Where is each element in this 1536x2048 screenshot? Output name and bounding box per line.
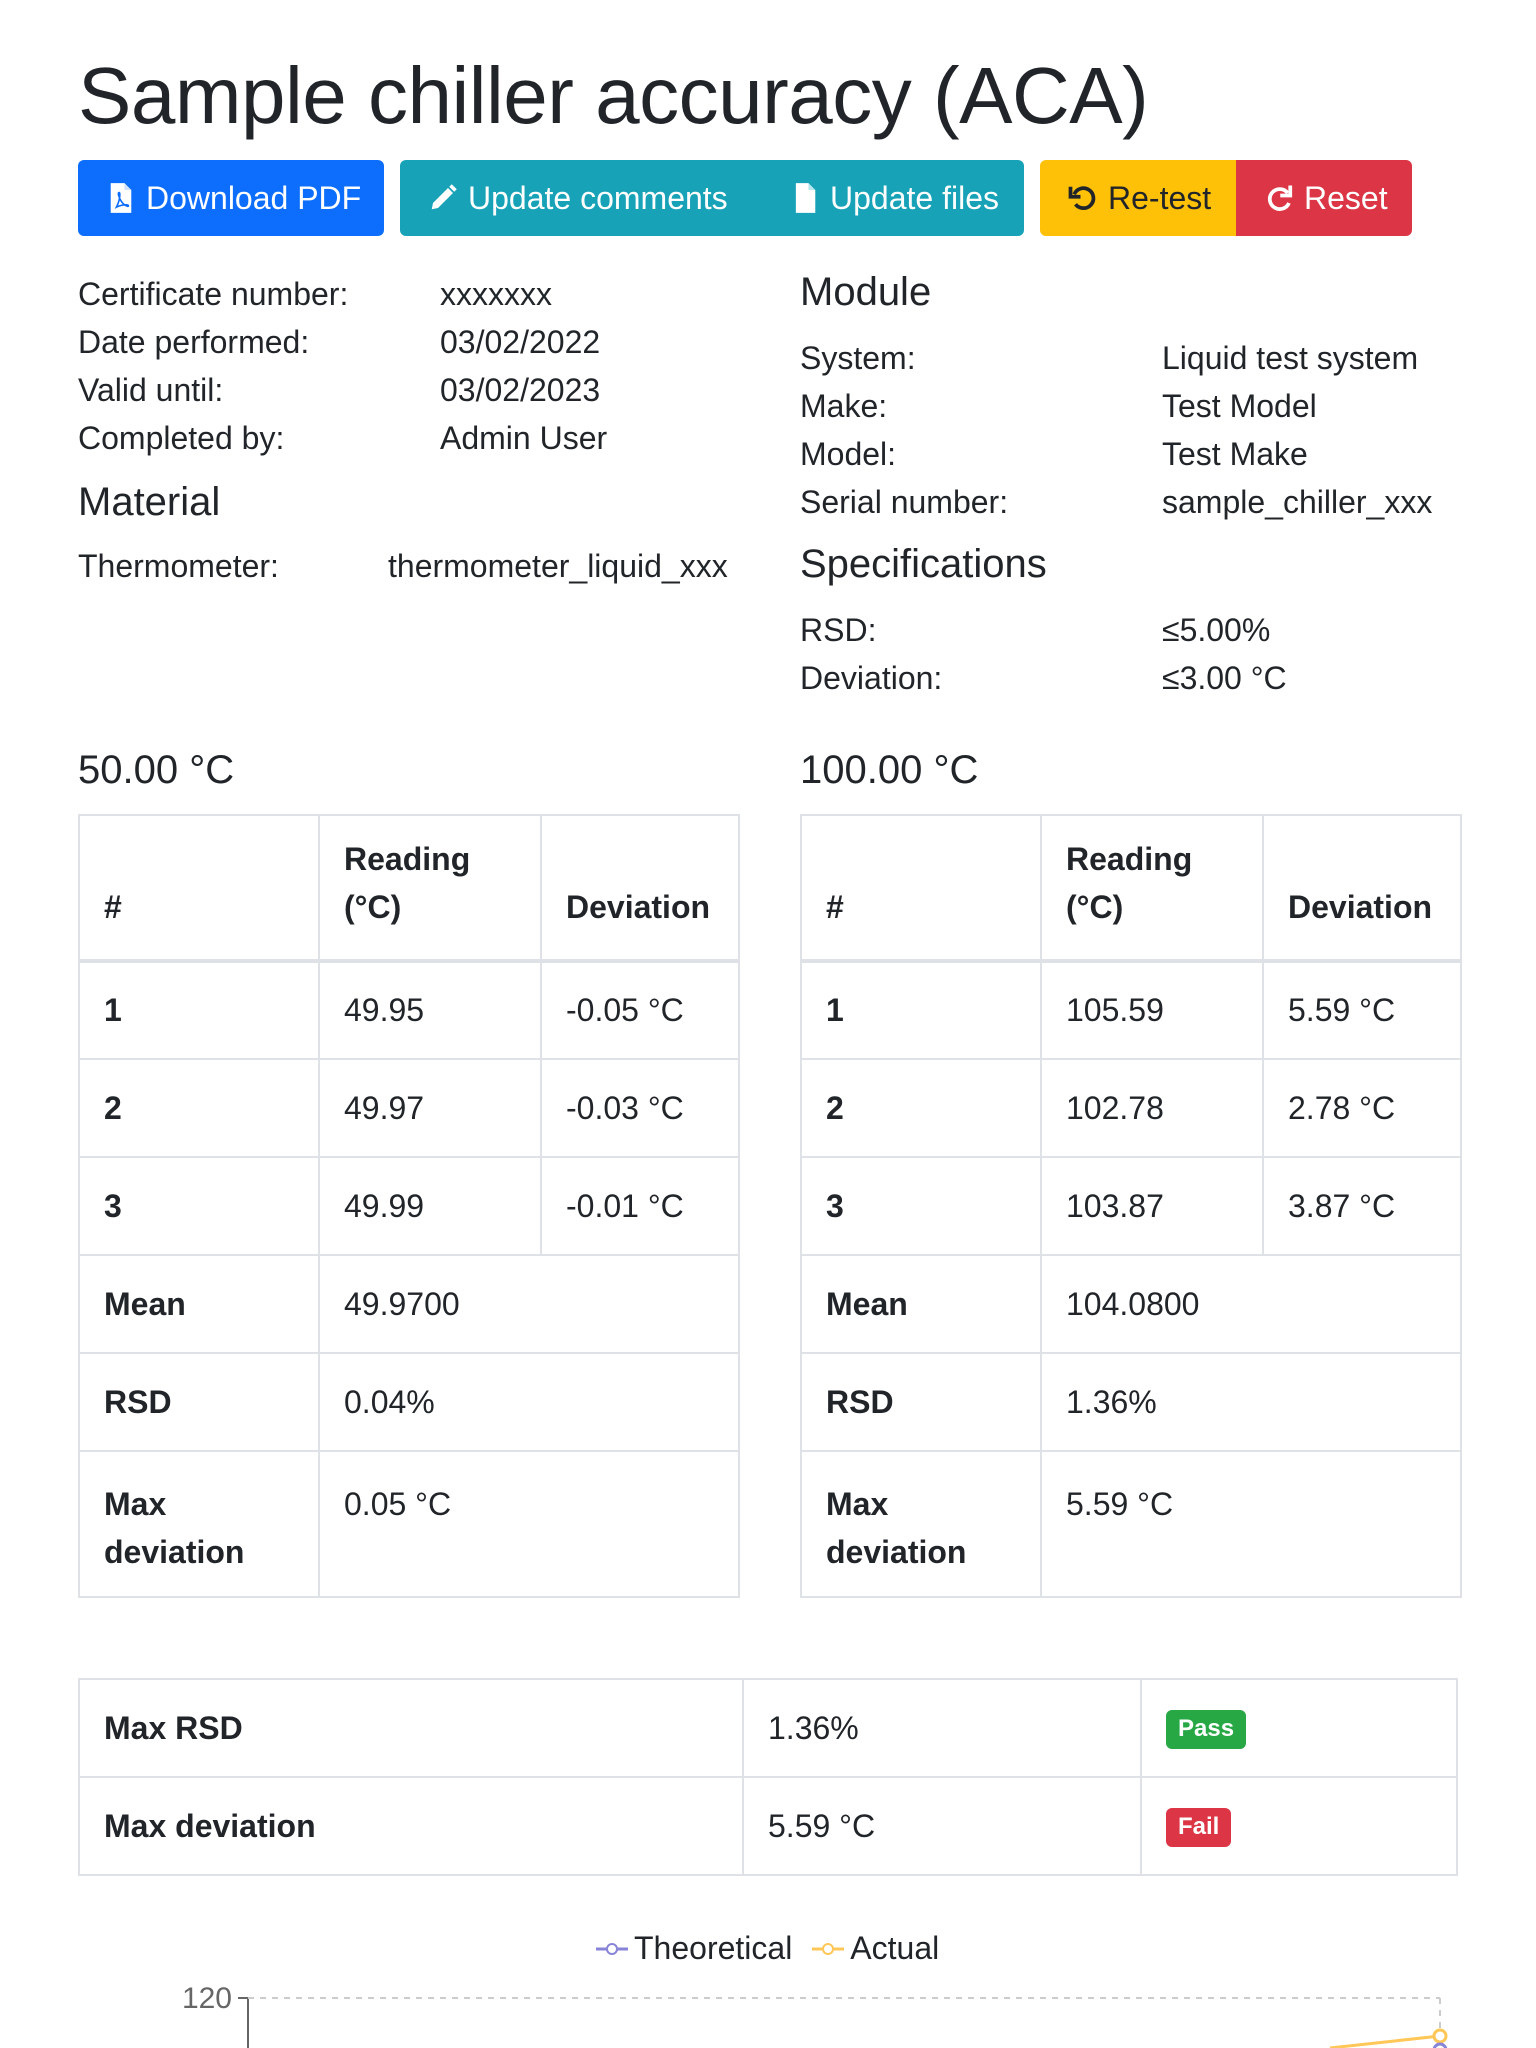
row-reading: 103.87 <box>1041 1157 1263 1255</box>
model-label: Model: <box>800 436 897 472</box>
fail-badge: Fail <box>1166 1808 1231 1847</box>
summary-value: 1.36% <box>743 1679 1141 1777</box>
mean-row <box>79 1255 739 1353</box>
system-label: System: <box>800 340 916 376</box>
date-value: 03/02/2022 <box>440 324 601 360</box>
completed-value: Admin User <box>440 420 608 456</box>
rsd-label: RSD <box>79 1353 319 1451</box>
row-deviation: 5.59 °C <box>1263 961 1461 1059</box>
serial-label: Serial number: <box>800 484 1009 520</box>
material-heading: Material <box>78 480 221 524</box>
y-tick-120: 120 <box>181 1982 232 2015</box>
valid-value: 03/02/2023 <box>440 372 601 408</box>
col-header-index: # <box>79 815 319 961</box>
file-pdf-icon <box>106 182 136 214</box>
table-row <box>79 1059 739 1157</box>
col-header-reading: Reading (°C) <box>1041 815 1263 961</box>
row-index: 2 <box>801 1059 1041 1157</box>
completed-label: Completed by: <box>78 420 285 456</box>
max-deviation-value: 5.59 °C <box>1041 1451 1461 1597</box>
rsd-label: RSD <box>801 1353 1041 1451</box>
row-reading: 105.59 <box>1041 961 1263 1059</box>
reset-button[interactable] <box>1236 160 1412 236</box>
max-deviation-row <box>79 1451 739 1597</box>
summary-table <box>78 1678 1458 1876</box>
pass-badge: Pass <box>1166 1710 1246 1749</box>
material-list <box>78 542 758 590</box>
readings-table-100 <box>800 814 1462 1598</box>
temperature-heading-50: 50.00 °C <box>78 748 235 792</box>
row-index: 1 <box>79 961 319 1059</box>
legend-label-actual: Actual <box>850 1930 940 1966</box>
page-title: Sample chiller accuracy (ACA) <box>78 51 1149 140</box>
make-value: Test Model <box>1162 388 1317 424</box>
mean-value: 104.0800 <box>1041 1255 1461 1353</box>
update-files-button[interactable] <box>762 160 1024 236</box>
rsd-spec-value: ≤5.00% <box>1162 612 1271 648</box>
pencil-icon <box>428 182 458 214</box>
col-header-deviation: Deviation <box>1263 815 1461 961</box>
row-deviation: -0.03 °C <box>541 1059 739 1157</box>
thermometer-label: Thermometer: <box>78 548 279 584</box>
col-header-deviation: Deviation <box>541 815 739 961</box>
max-deviation-value: 0.05 °C <box>319 1451 739 1597</box>
table-row <box>801 961 1461 1059</box>
temperature-heading-100: 100.00 °C <box>800 748 979 792</box>
summary-status-cell <box>1141 1679 1457 1777</box>
readings-table-50 <box>78 814 740 1598</box>
max-deviation-row <box>801 1451 1461 1597</box>
row-reading: 49.97 <box>319 1059 541 1157</box>
table-row <box>79 961 739 1059</box>
row-reading: 102.78 <box>1041 1059 1263 1157</box>
table-row <box>801 1157 1461 1255</box>
update-files-label: Update files <box>830 179 999 216</box>
download-pdf-label: Download PDF <box>146 179 362 216</box>
max-deviation-label: Max deviation <box>801 1451 1041 1597</box>
retest-button[interactable] <box>1040 160 1236 236</box>
row-deviation: 3.87 °C <box>1263 1157 1461 1255</box>
accuracy-chart <box>0 1920 1536 2048</box>
summary-label: Max RSD <box>79 1679 743 1777</box>
row-index: 3 <box>79 1157 319 1255</box>
actual-series-line <box>1330 2036 1440 2048</box>
system-value: Liquid test system <box>1162 340 1419 376</box>
rsd-row <box>801 1353 1461 1451</box>
file-icon <box>790 182 820 214</box>
mean-value: 49.9700 <box>319 1255 739 1353</box>
summary-row <box>79 1679 1457 1777</box>
rsd-spec-label: RSD: <box>800 612 877 648</box>
model-value: Test Make <box>1162 436 1308 472</box>
info-list <box>78 270 758 470</box>
table-row <box>801 1059 1461 1157</box>
specifications-list <box>800 606 1500 706</box>
thermometer-value: thermometer_liquid_xxx <box>388 548 728 584</box>
rsd-value: 1.36% <box>1041 1353 1461 1451</box>
module-heading: Module <box>800 270 932 314</box>
legend-label-theoretical: Theoretical <box>634 1930 793 1966</box>
summary-value: 5.59 °C <box>743 1777 1141 1875</box>
table-row <box>79 1157 739 1255</box>
reset-label: Reset <box>1304 179 1388 216</box>
row-index: 3 <box>801 1157 1041 1255</box>
specifications-heading: Specifications <box>800 542 1047 586</box>
update-comments-button[interactable] <box>400 160 762 236</box>
rsd-value: 0.04% <box>319 1353 739 1451</box>
make-label: Make: <box>800 388 888 424</box>
summary-status-cell <box>1141 1777 1457 1875</box>
row-reading: 49.95 <box>319 961 541 1059</box>
redo-icon <box>1264 182 1294 214</box>
rsd-row <box>79 1353 739 1451</box>
module-list <box>800 334 1500 534</box>
certificate-label: Certificate number: <box>78 276 349 312</box>
mean-label: Mean <box>801 1255 1041 1353</box>
row-deviation: -0.01 °C <box>541 1157 739 1255</box>
deviation-spec-label: Deviation: <box>800 660 943 696</box>
summary-label: Max deviation <box>79 1777 743 1875</box>
deviation-spec-value: ≤3.00 °C <box>1162 660 1287 696</box>
row-reading: 49.99 <box>319 1157 541 1255</box>
actual-point <box>1434 2030 1446 2042</box>
max-deviation-label: Max deviation <box>79 1451 319 1597</box>
row-deviation: 2.78 °C <box>1263 1059 1461 1157</box>
certificate-value: xxxxxxx <box>440 276 552 312</box>
undo-icon <box>1068 182 1098 214</box>
mean-label: Mean <box>79 1255 319 1353</box>
row-deviation: -0.05 °C <box>541 961 739 1059</box>
row-index: 1 <box>801 961 1041 1059</box>
update-comments-label: Update comments <box>468 179 728 216</box>
row-index: 2 <box>79 1059 319 1157</box>
mean-row <box>801 1255 1461 1353</box>
summary-row <box>79 1777 1457 1875</box>
col-header-index: # <box>801 815 1041 961</box>
theoretical-point <box>1434 2044 1446 2048</box>
serial-value: sample_chiller_xxx <box>1162 484 1433 520</box>
col-header-reading: Reading (°C) <box>319 815 541 961</box>
retest-label: Re-test <box>1108 179 1212 216</box>
valid-label: Valid until: <box>78 372 224 408</box>
download-pdf-button[interactable] <box>78 160 384 236</box>
date-label: Date performed: <box>78 324 310 360</box>
